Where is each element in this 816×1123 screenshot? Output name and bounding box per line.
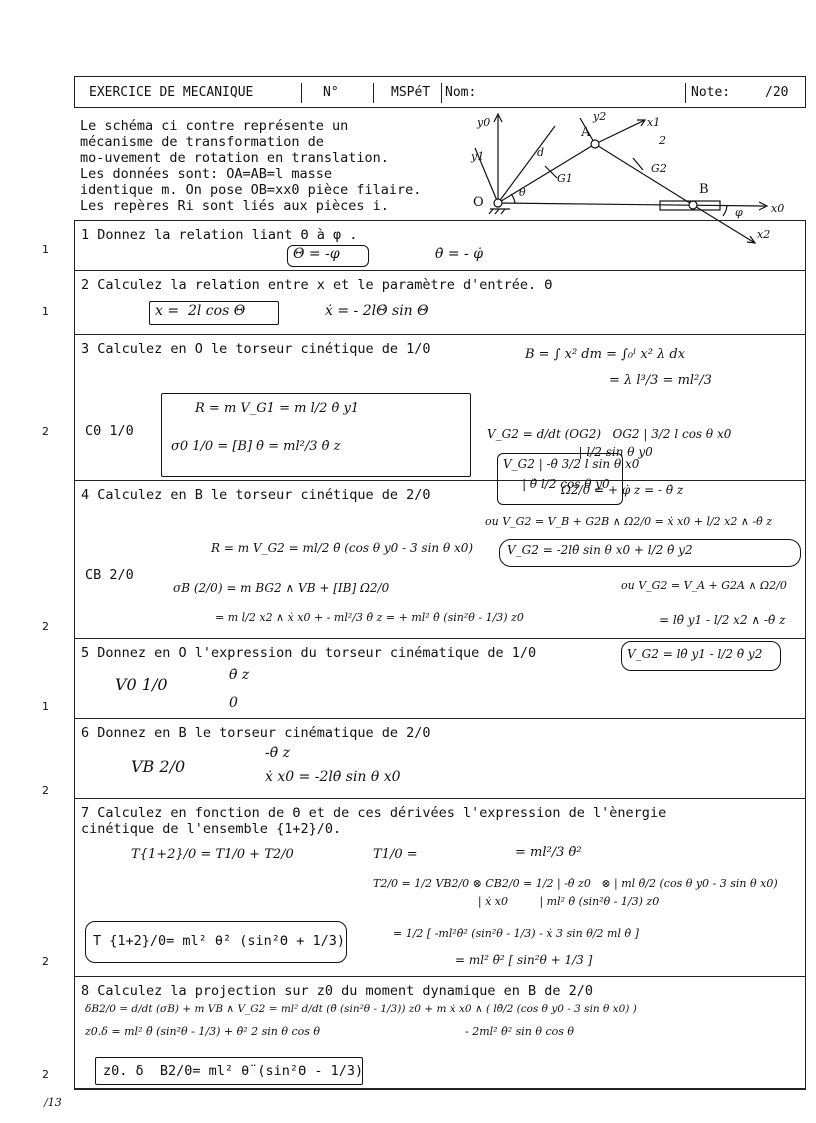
angle-theta-label: θ [519, 186, 526, 199]
handwritten-answer: x = 2l cos Θ [155, 303, 246, 319]
class-label: MSPéT [391, 85, 431, 100]
question-text: 2 Calculez la relation entre x et le paramètre d'entrée. Θ [81, 277, 553, 293]
handwritten-answer: σ0 1/0 = [B] θ̇ = ml²/3 θ̇ z [171, 439, 341, 454]
question-mark: 2 [42, 620, 49, 633]
question-1 [74, 220, 806, 270]
question-mark: 1 [42, 243, 49, 256]
question-text: 8 Calculez la projection sur z0 du moment dynamique en B de 2/0 [81, 983, 594, 999]
number-label: N° [323, 85, 339, 100]
point-label-b: B [699, 182, 709, 197]
handwritten-work: = lθ̇ y1 - l/2 x2 ∧ -θ̇ z [659, 613, 786, 627]
handwritten-work: ou V_G2 = V_A + G2A ∧ Ω2/0 [621, 579, 787, 592]
problem-statement [80, 118, 465, 214]
question-5 [74, 638, 806, 718]
question-2 [74, 270, 806, 334]
axis-label-x1: x1 [647, 116, 661, 129]
bottom-border [74, 1088, 806, 1090]
statement-line: Le schéma ci contre représente un [80, 118, 349, 134]
handwritten-answer: = m l/2 x2 ∧ ẋ x0 + - ml²/3 θ̇ z = + ml² θ̇ (sin²θ - 1/3) z0 [215, 611, 524, 624]
handwritten-work: V_G2 = lθ̇ y1 - l/2 θ̇ y2 [627, 647, 763, 661]
question-text: 3 Calculez en O le torseur cinétique de 1/0 [81, 341, 431, 357]
label-g2: G2 [651, 162, 667, 175]
handwritten-answer: ẋ x0 = -2lθ̇ sin θ x0 [265, 769, 401, 785]
question-mark: 2 [42, 784, 49, 797]
question-8 [74, 976, 806, 1088]
handwritten-answer: ẋ = - 2lΘ̇ sin Θ [325, 303, 429, 319]
handwritten-work: = λ l³/3 = ml²/3 [609, 373, 712, 388]
handwritten-answer: Θ = -φ [293, 246, 340, 262]
axis-label-y2: y2 [593, 110, 607, 123]
handwritten-answer: VB 2/0 [131, 757, 186, 776]
question-mark: 2 [42, 425, 49, 438]
final-answer: z0. δ B2/0= ml² θ̈ (sin²Θ - 1/3) [103, 1063, 364, 1079]
name-label: Nom: [445, 85, 477, 100]
handwritten-work: V_G2 = -2lθ̇ sin θ x0 + l/2 θ̇ y2 [507, 543, 693, 557]
angle-phi-label: φ [735, 206, 743, 219]
header-divider [441, 83, 442, 103]
question-text: 1 Donnez la relation liant Θ à φ . [81, 227, 358, 243]
torsor-label: CB 2/0 [85, 567, 134, 583]
question-mark: 2 [42, 955, 49, 968]
question-mark: 1 [42, 305, 49, 318]
handwritten-work: = ml² θ̇² [ sin²θ + 1/3 ] [455, 953, 593, 967]
question-4 [74, 480, 806, 638]
axis-label-x2: x2 [757, 228, 771, 241]
handwritten-work: | ẋ x0 | ml² θ̇ (sin²θ - 1/3) z0 [373, 895, 660, 908]
question-7 [74, 798, 806, 976]
handwritten-work: = 1/2 [ -ml²θ̇² (sin²θ - 1/3) - ẋ 3 sin θ/2 ml θ̇ ] [393, 927, 639, 940]
handwritten-work: - 2ml² θ̇² sin θ cos θ [465, 1025, 575, 1038]
handwritten-answer: V0 1/0 [115, 675, 168, 694]
statement-line: Les repères Ri sont liés aux pièces i. [80, 198, 389, 214]
question-text: 6 Donnez en B le torseur cinématique de 2/0 [81, 725, 431, 741]
question-mark: 1 [42, 700, 49, 713]
question-text: 4 Calculez en B le torseur cinétique de 2/0 [81, 487, 431, 503]
total-score: /13 [44, 1096, 62, 1109]
question-text: 5 Donnez en O l'expression du torseur cinématique de 1/0 [81, 645, 537, 661]
label-2: 2 [659, 134, 666, 147]
handwritten-answer: σB (2/0) = m BG2 ∧ VB + [IB] Ω2/0 [173, 581, 390, 595]
handwritten-answer: θ̇ z [229, 667, 250, 683]
handwritten-answer: θ̇ = - φ̇ [435, 246, 484, 262]
handwritten-answer: 0 [229, 695, 238, 711]
handwritten-work: V_G2 | -θ̇ 3/2 l sin θ x0 [503, 457, 640, 471]
statement-line: mo-uvement de rotation en translation. [80, 150, 389, 166]
axis-label-y0: y0 [477, 116, 491, 129]
handwritten-work: T2/0 = 1/2 VB2/0 ⊗ CB2/0 = 1/2 | -θ̇ z0 ⊗ | ml θ̇/2 (cos θ y0 - 3 sin θ x0) [373, 877, 778, 890]
question-6 [74, 718, 806, 798]
exam-title: EXERCICE DE MECANIQUE [89, 85, 254, 100]
question-mark: 2 [42, 1068, 49, 1081]
handwritten-work: ou V_G2 = V_B + G2B ∧ Ω2/0 = ẋ x0 + l/2 x2 ∧ -θ̇ z [485, 515, 773, 528]
note-label: Note: [691, 85, 731, 100]
handwritten-work: T{1+2}/0 = T1/0 + T2/0 [131, 847, 294, 862]
statement-line: identique m. On pose OB=xx0 pièce filaire. [80, 182, 422, 198]
label-g1: G1 [557, 172, 573, 185]
handwritten-work: z0.δ = ml² θ̈ (sin²θ - 1/3) + θ̇² 2 sin θ cos θ [85, 1025, 321, 1038]
header-divider [685, 83, 686, 103]
handwritten-answer: -θ̇ z [265, 745, 290, 761]
handwritten-work: = ml²/3 θ̇² [515, 845, 582, 860]
exam-header [74, 76, 806, 108]
final-answer: T {1+2}/0= ml² θ̇² (sin²Θ + 1/3) [93, 933, 345, 949]
note-total: /20 [765, 85, 789, 100]
axis-label-x0: x0 [771, 202, 785, 215]
handwritten-work: B = ∫ x² dm = ∫₀ˡ x² λ dx [525, 347, 686, 362]
handwritten-work: | θ̇ l/2 cos θ y0 [503, 477, 610, 491]
torsor-label: C0 1/0 [85, 423, 134, 439]
question-text: 7 Calculez en fonction de Θ et de ces dérivées l'expression de l'ènergie cinétique de l'ensemble {1+2}/0. [81, 805, 667, 837]
label-d: d [537, 146, 545, 159]
handwritten-work: V_G2 = d/dt (OG2) OG2 | 3/2 l cos θ x0 [487, 427, 732, 441]
handwritten-work: | l/2 sin θ y0 [487, 445, 653, 459]
handwritten-work: Ω2/0 = + φ̇ z = - θ̇ z [561, 483, 684, 497]
handwritten-answer: R = m V_G2 = ml/2 θ̇ (cos θ y0 - 3 sin θ x0) [211, 541, 474, 555]
statement-line: Les données sont: OA=AB=l masse [80, 166, 332, 182]
point-label-a: A [581, 125, 591, 140]
handwritten-work: δB2/0 = d/dt (σB) + m VB ∧ V_G2 = ml² d/dt (θ̇ (sin²θ - 1/3)) z0 + m ẋ x0 ∧ ( lθ̇/2 (cos θ y0 - 3 sin θ x0) ) [85, 1003, 637, 1015]
point-label-o: O [473, 195, 484, 210]
handwritten-answer: R = m V_G1 = m l/2 θ̇ y1 [195, 401, 360, 416]
statement-line: mécanisme de transformation de [80, 134, 324, 150]
axis-label-y1: y1 [471, 150, 485, 163]
header-divider [301, 83, 302, 103]
header-divider [373, 83, 374, 103]
handwritten-work: T1/0 = [373, 847, 418, 862]
